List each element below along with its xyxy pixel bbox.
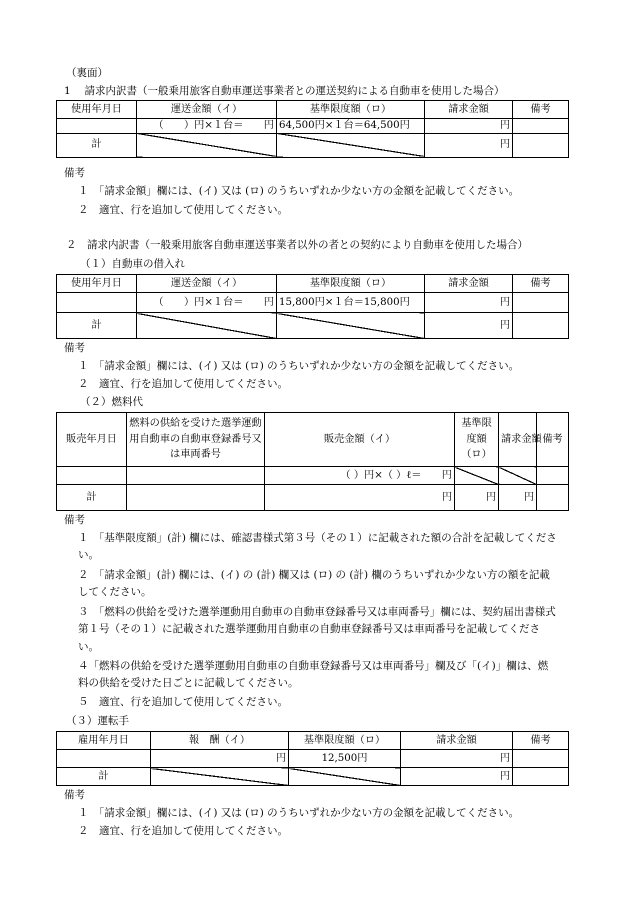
col-sale-amount: 販売金額（イ） (265, 413, 455, 467)
notes-3-item-1: １ 「基準限度額」(計) 欄には、確認書様式第３号（その１）に記載された額の合計を記載してください。 (78, 532, 557, 562)
cell-remuneration[interactable]: 円 (151, 750, 289, 768)
total-vehicle (127, 485, 265, 511)
col-sale-date: 販売年月日 (57, 413, 127, 467)
cell-employment-date[interactable] (57, 750, 151, 768)
table-row (57, 119, 569, 134)
col-remarks: 備考 (537, 413, 569, 467)
total-limit[interactable]: 円 (455, 485, 499, 511)
total-label: 計 (57, 485, 127, 511)
cell-date[interactable] (57, 293, 137, 313)
cell-limit: 12,500円 (289, 750, 401, 768)
cell-limit: 64,500円×１台＝64,500円 (277, 119, 425, 134)
cell-remarks[interactable] (513, 750, 569, 768)
cell-fare[interactable]: （ ）円×１台＝ 円 (137, 119, 277, 134)
diagonal-cell (455, 467, 499, 485)
page-header: （裏面） (66, 67, 108, 79)
table-2 (56, 274, 569, 339)
total-remarks[interactable] (537, 485, 569, 511)
notes-1-item-1: １ 「請求金額」欄には、(イ) 又は (ロ) のうちいずれか少ない方の金額を記載してください。 (78, 185, 520, 197)
notes-4-item-1: １ 「請求金額」欄には、(イ) 又は (ロ) のうちいずれか少ない方の金額を記載してください。 (78, 807, 520, 819)
total-claim[interactable]: 円 (425, 313, 513, 339)
diagonal-cell (137, 133, 277, 157)
total-row (57, 313, 569, 339)
col-limit: 基準限度額（ロ） (277, 101, 425, 119)
total-row (57, 485, 569, 511)
cell-claim[interactable]: 円 (401, 750, 513, 768)
notes-2-item-1: １ 「請求金額」欄には、(イ) 又は (ロ) のうちいずれか少ない方の金額を記載してください。 (78, 360, 520, 372)
col-remarks: 備考 (513, 732, 569, 750)
col-vehicle-number: 燃料の供給を受けた選挙運動用自動車の自動車登録番号又は車両番号 (127, 413, 265, 467)
col-limit: 基準限度額（ロ） (455, 413, 499, 467)
total-label: 計 (57, 313, 137, 339)
table-3-header (57, 413, 569, 467)
diagonal-cell (137, 313, 277, 339)
notes-3-item-4: ４「燃料の供給を受けた選挙運動用自動車の自動車登録番号又は車両番号」欄及び「(イ)」欄は、燃料の供給を受けた日ごとに記載してください。 (78, 660, 549, 690)
table-1 (56, 100, 569, 158)
cell-remarks[interactable] (513, 119, 569, 134)
col-limit: 基準限度額（ロ） (277, 275, 425, 293)
col-claim: 請求金額 (401, 732, 513, 750)
col-claim: 請求金額 (425, 101, 513, 119)
col-remarks: 備考 (513, 101, 569, 119)
notes-3-item-3: ３ 「燃料の供給を受けた選挙運動用自動車の自動車登録番号又は車両番号」欄には、契約届出書様式第１号（その１）に記載された選挙運動用自動車の自動車登録番号又は車両番号を記載してください。 (78, 606, 556, 653)
cell-remarks[interactable] (537, 467, 569, 485)
col-remarks: 備考 (513, 275, 569, 293)
cell-sale-amount[interactable]: （ ）円×（ ）ℓ＝ 円 (265, 467, 455, 485)
col-date: 使用年月日 (57, 101, 137, 119)
col-claim: 請求金額 (425, 275, 513, 293)
total-remarks[interactable] (513, 133, 569, 157)
cell-limit: 15,800円×１台＝15,800円 (277, 293, 425, 313)
diagonal-cell (277, 133, 425, 157)
total-row (57, 133, 569, 157)
total-claim[interactable]: 円 (401, 768, 513, 786)
total-remarks[interactable] (513, 313, 569, 339)
col-date: 使用年月日 (57, 275, 137, 293)
col-remuneration: 報 酬（イ） (151, 732, 289, 750)
table-4 (56, 731, 569, 786)
col-claim: 請求金額 (499, 413, 537, 467)
notes-2-title: 備考 (64, 342, 85, 354)
notes-4-item-2: ２ 適宜、行を追加して使用してください。 (78, 825, 288, 837)
col-limit: 基準限度額（ロ） (289, 732, 401, 750)
section-2-sub-1: （１）自動車の借入れ (80, 258, 185, 270)
total-label: 計 (57, 768, 151, 786)
notes-3-item-2: ２ 「請求金額」(計) 欄には、(イ) の (計) 欄又は (ロ) の (計) 欄のうちいずれか少ない方の額を記載してください。 (78, 569, 550, 599)
notes-1-item-2: ２ 適宜、行を追加して使用してください。 (78, 204, 288, 216)
table-row (57, 293, 569, 313)
cell-sale-date[interactable] (57, 467, 127, 485)
diagonal-cell (289, 768, 401, 786)
total-sale-amount[interactable]: 円 (265, 485, 455, 511)
col-fare: 運送金額（イ） (137, 275, 277, 293)
total-claim[interactable]: 円 (499, 485, 537, 511)
section-1-heading: 1 請求内訳書（一般乗用旅客自動車運送事業者との運送契約による自動車を使用した場合） (64, 85, 505, 97)
notes-3-title: 備考 (64, 514, 85, 526)
table-4-header (57, 732, 569, 750)
notes-1-title: 備考 (64, 167, 85, 179)
total-row (57, 768, 569, 786)
col-fare: 運送金額（イ） (137, 101, 277, 119)
table-row (57, 750, 569, 768)
table-3 (56, 412, 569, 511)
table-row (57, 467, 569, 485)
table-2-header (57, 275, 569, 293)
cell-fare[interactable]: （ ）円×１台＝ 円 (137, 293, 277, 313)
diagonal-cell (277, 313, 425, 339)
cell-vehicle-number[interactable] (127, 467, 265, 485)
section-2-sub-3: （３）運転手 (66, 715, 129, 727)
col-employment-date: 雇用年月日 (57, 732, 151, 750)
table-1-header (57, 101, 569, 119)
total-label: 計 (57, 133, 137, 157)
notes-2-item-2: ２ 適宜、行を追加して使用してください。 (78, 378, 288, 390)
diagonal-cell (151, 768, 289, 786)
section-2-heading: ２ 請求内訳書（一般乗用旅客自動車運送事業者以外の者との契約により自動車を使用した場合） (66, 239, 528, 251)
section-2-sub-2: （２）燃料代 (80, 396, 143, 408)
cell-date[interactable] (57, 119, 137, 134)
cell-remarks[interactable] (513, 293, 569, 313)
cell-claim[interactable]: 円 (425, 293, 513, 313)
diagonal-cell (499, 467, 537, 485)
notes-3-item-5: ５ 適宜、行を追加して使用してください。 (78, 696, 288, 708)
total-remarks[interactable] (513, 768, 569, 786)
total-claim[interactable]: 円 (425, 133, 513, 157)
cell-claim[interactable]: 円 (425, 119, 513, 134)
notes-4-title: 備考 (64, 789, 85, 801)
